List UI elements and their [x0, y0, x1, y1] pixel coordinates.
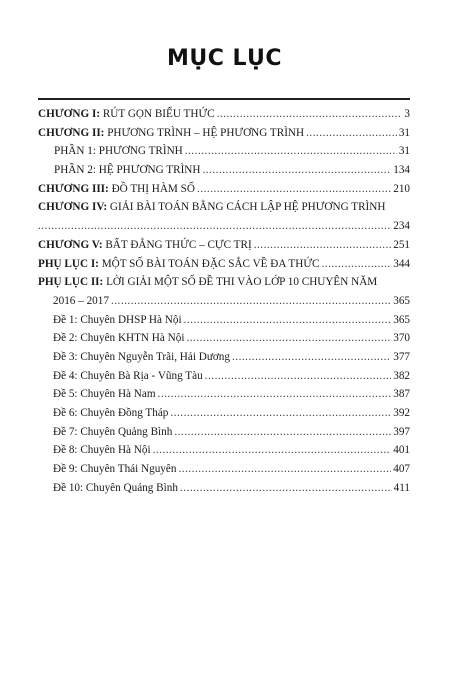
toc-entry-chapter-4-leader[interactable]	[38, 218, 410, 237]
leader-dots	[217, 106, 403, 123]
toc-entry-title: Đề 6: Chuyên Đồng Tháp	[53, 407, 169, 419]
toc-entry-chapter-1[interactable]	[38, 106, 410, 125]
toc-entry-exam-9[interactable]	[38, 461, 410, 480]
toc-entry-page: 397	[393, 425, 410, 438]
toc-entry-chapter-5[interactable]	[38, 237, 410, 256]
leader-dots	[170, 405, 391, 422]
toc-entry-exam-2[interactable]	[38, 330, 410, 349]
toc-entry-page: 3	[404, 108, 410, 120]
toc-entry-exam-1[interactable]	[38, 312, 410, 331]
toc-entry-page: 31	[398, 145, 410, 158]
toc-entry-title: MỘT SỐ BÀI TOÁN ĐẶC SẮC VỀ ĐA THỨC	[101, 257, 320, 270]
toc-entry-exam-4[interactable]	[38, 368, 410, 387]
toc-entry-prefix: PHỤ LỤC I:	[38, 257, 99, 270]
toc-entry-chapter-2[interactable]	[38, 125, 410, 144]
toc-entry-page: 382	[393, 369, 410, 382]
toc-entry-exam-5[interactable]	[38, 386, 410, 405]
toc-entry-page: 401	[393, 444, 410, 457]
toc-entry-chapter-3[interactable]	[38, 181, 410, 200]
table-of-contents	[38, 106, 410, 498]
toc-entry-prefix: PHỤ LỤC II:	[38, 276, 104, 289]
leader-dots	[254, 237, 392, 254]
toc-entry-page: 31	[398, 126, 410, 139]
toc-entry-chapter-4[interactable]	[38, 199, 410, 218]
toc-entry-exam-3[interactable]	[38, 349, 410, 368]
page-title: MỤC LỤC	[166, 46, 283, 71]
leader-dots	[205, 368, 392, 385]
toc-entry-page: 377	[393, 350, 410, 363]
toc-entry-exam-10[interactable]	[38, 480, 410, 499]
toc-entry-title: BẤT ĐẲNG THỨC – CỰC TRỊ	[105, 238, 252, 251]
leader-dots	[321, 256, 391, 273]
leader-dots	[111, 293, 391, 310]
leader-dots	[158, 386, 392, 403]
toc-entry-title: GIẢI BÀI TOÁN BẰNG CÁCH LẬP HỆ PHƯƠNG TRÌNH	[109, 201, 386, 214]
leader-dots	[38, 218, 391, 235]
leader-dots	[186, 330, 391, 347]
leader-dots	[180, 480, 392, 497]
toc-entry-page: 365	[393, 294, 410, 307]
toc-entry-title: Đề 10: Chuyên Quảng Bình	[53, 481, 178, 494]
toc-entry-page: 210	[393, 182, 410, 195]
toc-entry-continuation: 2016 – 2017	[53, 294, 109, 307]
toc-entry-part-1[interactable]	[38, 143, 410, 162]
toc-entry-title: Đề 3: Chuyên Nguyễn Trãi, Hải Dương	[53, 350, 230, 363]
toc-entry-title: Đề 1: Chuyên DHSP Hà Nội	[53, 313, 182, 326]
toc-entry-title: Đề 8: Chuyên Hà Nội	[53, 444, 151, 457]
toc-entry-title: PHƯƠNG TRÌNH – HỆ PHƯƠNG TRÌNH	[107, 126, 305, 139]
toc-entry-title: Đề 7: Chuyên Quảng Bình	[53, 425, 173, 438]
toc-entry-part-2[interactable]	[38, 162, 410, 181]
toc-entry-page: 234	[393, 220, 410, 233]
toc-entry-title: Đề 9: Chuyên Thái Nguyên	[53, 463, 177, 476]
toc-entry-page: 392	[393, 407, 410, 419]
toc-entry-title: LỜI GIẢI MỘT SỐ ĐỀ THI VÀO LỚP 10 CHUYÊN NĂM	[106, 276, 378, 289]
toc-entry-appendix-1[interactable]	[38, 256, 410, 275]
toc-entry-prefix: CHƯƠNG V:	[38, 238, 103, 251]
leader-dots	[232, 349, 391, 366]
leader-dots	[184, 312, 392, 329]
leader-dots	[185, 143, 397, 160]
toc-entry-prefix: CHƯƠNG III:	[38, 182, 109, 195]
toc-entry-title: Đề 2: Chuyên KHTN Hà Nội	[53, 332, 185, 345]
toc-entry-title: RÚT GỌN BIỂU THỨC	[102, 108, 215, 120]
toc-entry-prefix: CHƯƠNG IV:	[38, 201, 108, 214]
leader-dots	[178, 461, 391, 478]
toc-entry-exam-6[interactable]	[38, 405, 410, 424]
leader-dots	[153, 442, 392, 459]
leader-dots	[202, 162, 391, 179]
toc-entry-exam-7[interactable]	[38, 424, 410, 443]
toc-entry-title: ĐỒ THỊ HÀM SỐ	[111, 182, 195, 195]
toc-entry-page: 134	[393, 164, 410, 177]
toc-entry-prefix: CHƯƠNG II:	[38, 126, 105, 139]
toc-entry-title: Đề 4: Chuyên Bà Rịa - Vũng Tàu	[53, 369, 203, 382]
toc-entry-page: 251	[393, 238, 410, 251]
leader-dots	[174, 424, 391, 441]
toc-entry-exam-8[interactable]	[38, 442, 410, 461]
toc-entry-page: 344	[393, 257, 410, 270]
leader-dots	[197, 181, 391, 198]
toc-entry-title: PHẦN 2: HỆ PHƯƠNG TRÌNH	[54, 164, 201, 177]
title-divider	[38, 98, 410, 100]
toc-entry-title: PHẦN 1: PHƯƠNG TRÌNH	[54, 145, 183, 158]
toc-entry-appendix-2[interactable]	[38, 274, 410, 293]
toc-entry-page: 411	[393, 481, 410, 494]
toc-entry-prefix: CHƯƠNG I:	[38, 108, 101, 120]
toc-entry-appendix-2-cont[interactable]	[38, 293, 410, 312]
toc-entry-page: 407	[393, 463, 410, 476]
toc-entry-page: 365	[393, 313, 410, 326]
leader-dots	[306, 125, 397, 142]
toc-entry-title: Đề 5: Chuyên Hà Nam	[53, 388, 156, 401]
toc-entry-page: 387	[393, 388, 410, 401]
toc-entry-page: 370	[393, 332, 410, 345]
